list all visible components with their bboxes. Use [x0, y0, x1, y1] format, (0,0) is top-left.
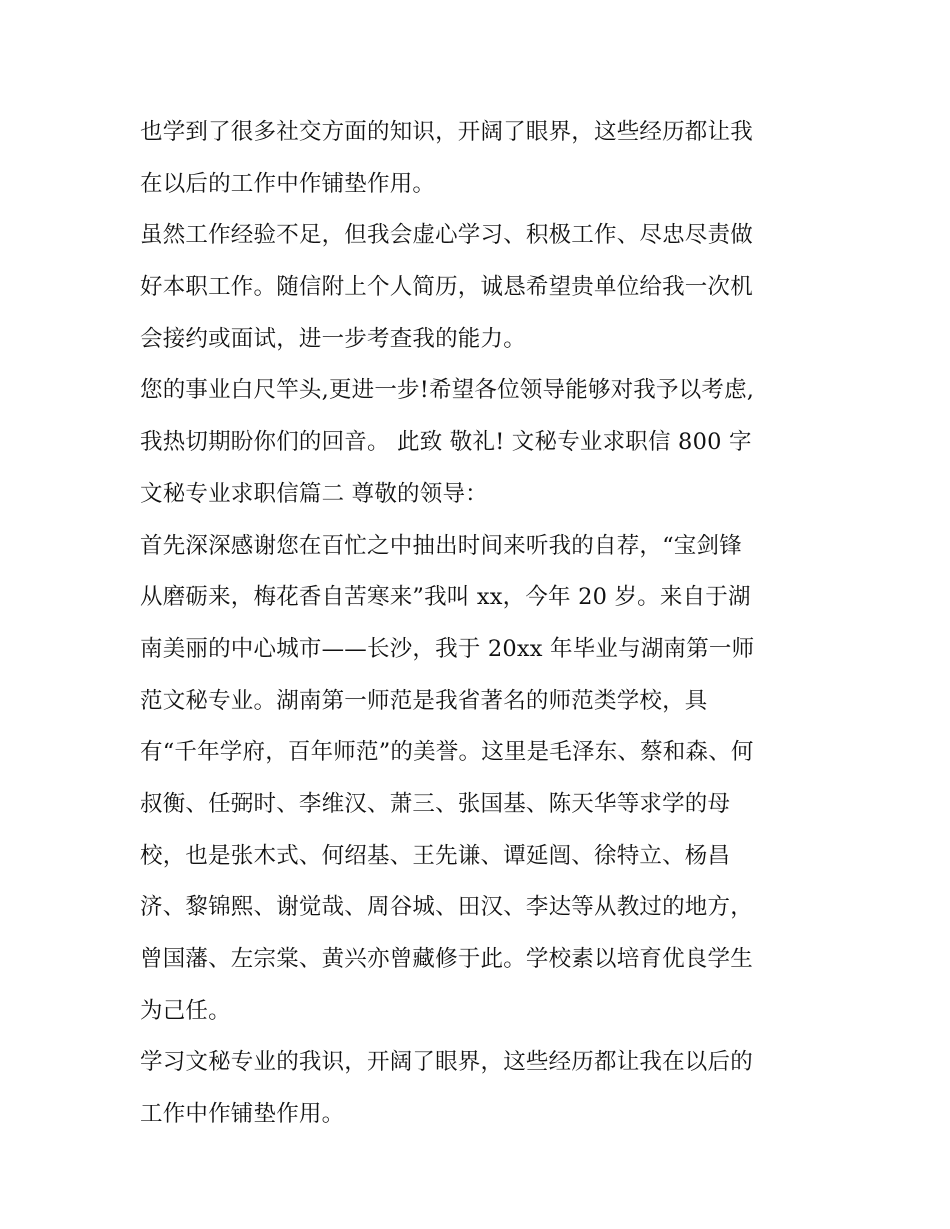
text-line-19: 学习文秘专业的我识，开阔了眼界，这些经历都让我在以后的: [140, 1049, 753, 1076]
text-line-18: 为己任。: [140, 997, 231, 1024]
text-line-5: 会接约或面试，进一步考查我的能力。: [140, 325, 526, 352]
text-line-15: 校，也是张木式、何绍基、王先谦、谭延闿、徐特立、杨昌: [140, 842, 731, 869]
text-line-1: 也学到了很多社交方面的知识，开阔了眼界，这些经历都让我: [140, 119, 753, 145]
text-line-13: 有“千年学府，百年师范”的美誉。这里是毛泽东、蔡和森、何: [140, 739, 754, 766]
body-text: [140, 107, 820, 1141]
text-line-20: 工作中作铺垫作用。: [140, 1101, 345, 1128]
text-line-7: 我热切期盼你们的回音。 此致 敬礼! 文秘专业求职信 800 字: [140, 429, 752, 456]
text-line-10: 从磨砺来，梅花香自苦寒来”我叫 xx，今年 20 岁。来自于湖: [140, 584, 751, 611]
text-line-6: 您的事业白尺竿头,更进一步!希望各位领导能够对我予以考虑,: [140, 377, 755, 404]
text-line-8: 文秘专业求职信篇二 尊敬的领导：: [140, 480, 488, 507]
text-line-16: 济、黎锦熙、谢觉哉、周谷城、田汉、李达等从教过的地方，: [140, 894, 753, 921]
text-line-4: 好本职工作。随信附上个人简历，诚恳希望贵单位给我一次机: [140, 274, 753, 301]
text-line-14: 叔衡、任弼时、李维汉、萧三、张国基、陈天华等求学的母: [140, 790, 731, 817]
text-line-3: 虽然工作经验不足，但我会虚心学习、积极工作、尽忠尽责做: [140, 222, 753, 249]
text-line-17: 曾国藩、左宗棠、黄兴亦曾藏修于此。学校素以培育优良学生: [140, 946, 753, 972]
text-line-9: 首先深深感谢您在百忙之中抽出时间来听我的自荐，“宝剑锋: [140, 532, 742, 559]
text-line-11: 南美丽的中心城市——长沙，我于 20xx 年毕业与湖南第一师: [140, 635, 755, 662]
text-line-2: 在以后的工作中作铺垫作用。: [140, 170, 436, 197]
text-line-12: 范文秘专业。湖南第一师范是我省著名的师范类学校，具: [140, 687, 708, 714]
